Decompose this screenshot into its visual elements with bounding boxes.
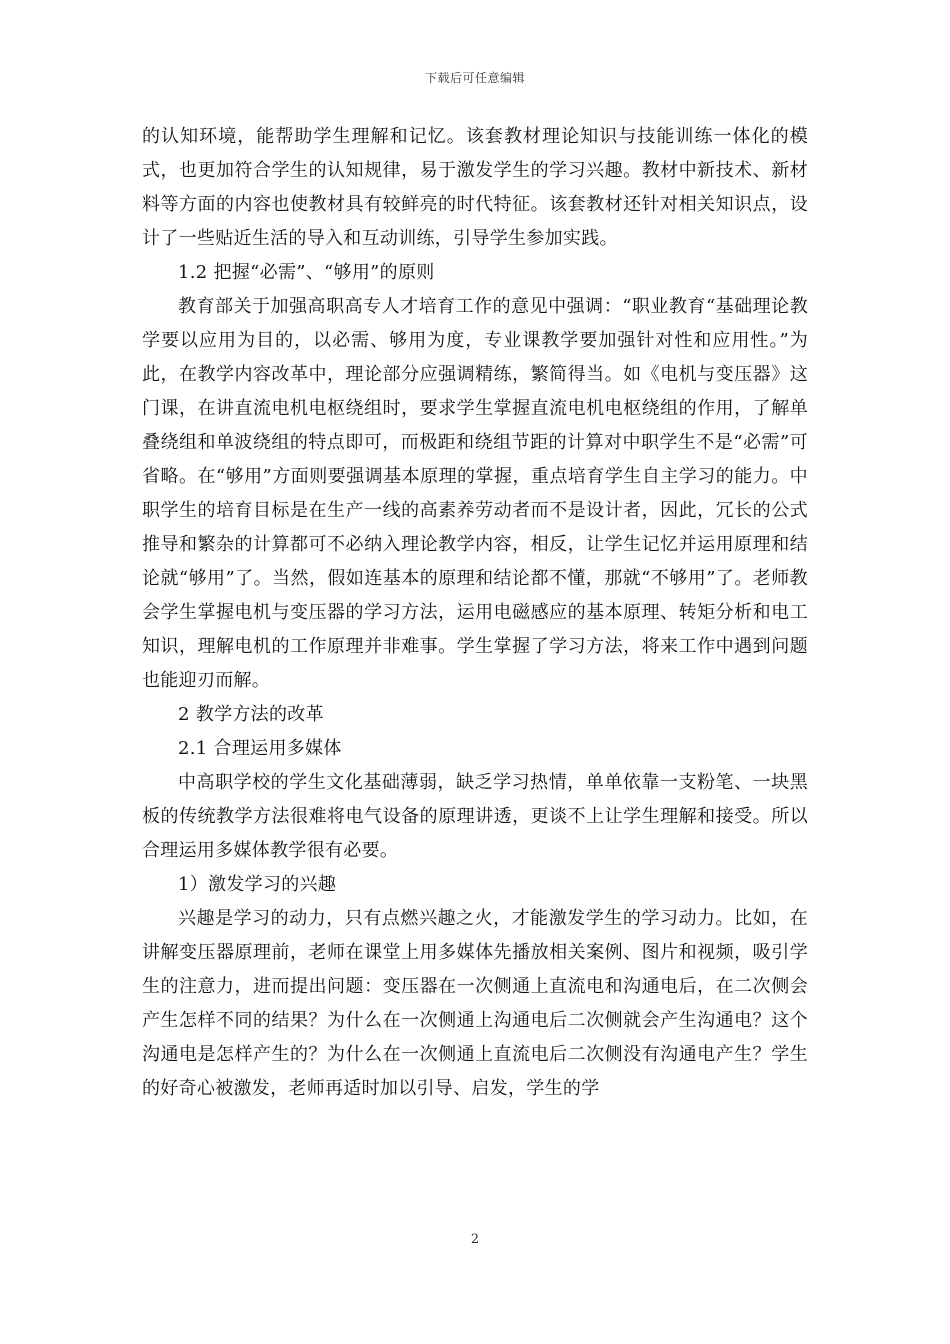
body-paragraph: 中高职学校的学生文化基础薄弱，缺乏学习热情，单单依靠一支粉笔、一块黑板的传统教学方法很难将电气设备的原理讲透，更谈不上让学生理解和接受。所以合理运用多媒体教学很有必要。	[142, 772, 808, 861]
body-paragraph: 兴趣是学习的动力，只有点燃兴趣之火，才能激发学生的学习动力。比如，在讲解变压器原理前，老师在课堂上用多媒体先播放相关案例、图片和视频，吸引学生的注意力，进而提出问题：变压器在一次侧通上直流电和沟通电后，在二次侧会产生怎样不同的结果？为什么在一次侧通上沟通电后二次侧就会产生沟通电？这个沟通电是怎样产生的？为什么在一次侧通上直流电后二次侧没有沟通电产生？学生的好奇心被激发，老师再适时加以引导、启发，学生的学	[142, 908, 808, 1099]
body-paragraph: 教育部关于加强高职高专人才培育工作的意见中强调：“职业教育“基础理论教学要以应用为目的，以必需、够用为度，专业课教学要加强针对性和应用性。”为此，在教学内容改革中，理论部分应强调精练，繁简得当。如《电机与变压器》这门课，在讲直流电机电枢绕组时，要求学生掌握直流电机电枢绕组的作用，了解单叠绕组和单波绕组的特点即可，而极距和绕组节距的计算对中职学生不是“必需”可省略。在“够用”方面则要强调基本原理的掌握，重点培育学生自主学习的能力。中职学生的培育目标是在生产一线的高素养劳动者而不是设计者，因此，冗长的公式推导和繁杂的计算都可不必纳入理论教学内容，相反，让学生记忆并运用原理和结论就“够用”了。当然，假如连基本的原理和结论都不懂，那就“不够用”了。老师教会学生掌握电机与变压器的学习方法，运用电磁感应的基本原理、转矩分析和电工知识，理解电机的工作原理并非难事。学生掌握了学习方法，将来工作中遇到问题也能迎刃而解。	[142, 296, 808, 691]
subsection-heading: 2.1 合理运用多媒体	[178, 738, 342, 759]
document-body	[142, 120, 808, 1106]
page-number: 2	[470, 1232, 480, 1247]
list-heading: 1）激发学习的兴趣	[178, 874, 337, 895]
body-paragraph: 的认知环境，能帮助学生理解和记忆。该套教材理论知识与技能训练一体化的模式，也更加符合学生的认知规律，易于激发学生的学习兴趣。教材中新技术、新材料等方面的内容也使教材具有较鲜亮的时代特征。该套教材还针对相关知识点，设计了一些贴近生活的导入和互动训练，引导学生参加实践。	[142, 126, 808, 249]
section-heading: 2 教学方法的改革	[178, 704, 324, 725]
page-header: 下载后可任意编辑	[424, 71, 525, 85]
section-heading: 1.2 把握“必需”、“够用”的原则	[178, 262, 435, 283]
